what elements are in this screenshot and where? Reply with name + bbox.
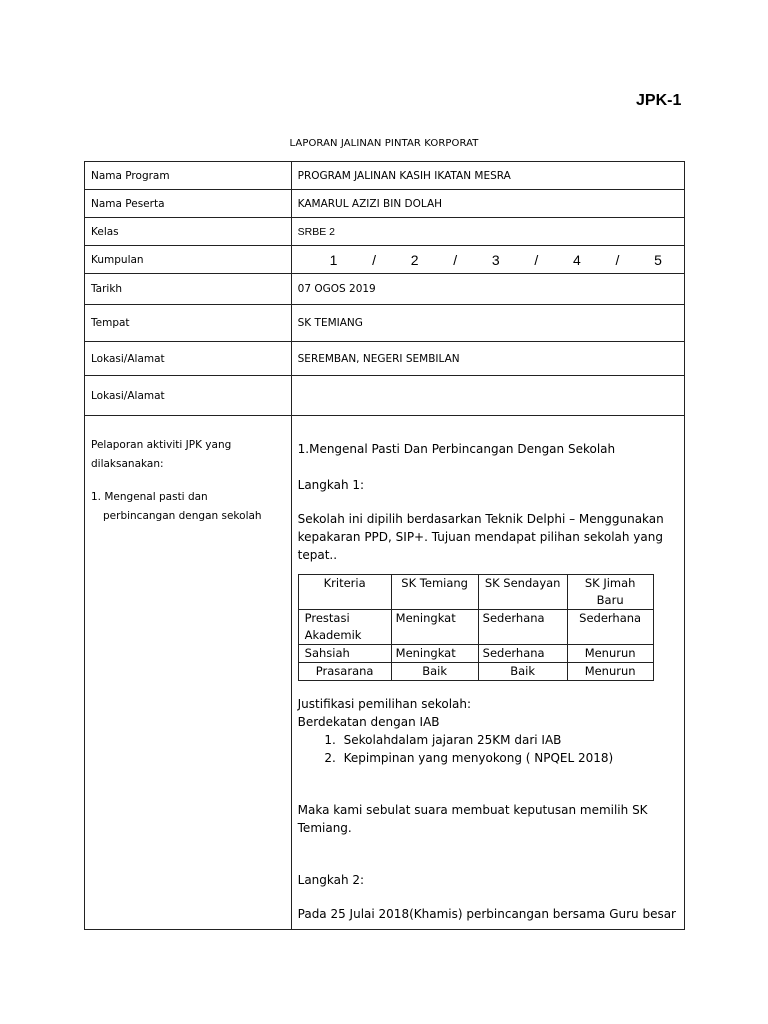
table-row (85, 274, 685, 305)
criteria-cell: Menurun (567, 663, 653, 681)
justification-title: Justifikasi pemilihan sekolah: (297, 697, 472, 711)
kumpulan-option: 3 (491, 251, 500, 268)
row-label: Lokasi/Alamat (85, 376, 292, 416)
kumpulan-option: 1 (329, 251, 338, 268)
criteria-cell: Sederhana (478, 645, 567, 663)
list-item: 2. Kepimpinan yang menyokong ( NPQEL 2018) (340, 749, 676, 767)
table-row (85, 342, 685, 376)
criteria-cell: Meningkat (391, 610, 478, 645)
row-value: SK TEMIANG (291, 305, 684, 342)
activity-item-cont: perbincangan dengan sekolah (103, 510, 262, 522)
kumpulan-option: 2 (410, 251, 419, 268)
justification-subtitle: Berdekatan dengan IAB (297, 715, 440, 729)
list-item: 1. Sekolahdalam jajaran 25KM dari IAB (340, 731, 676, 749)
criteria-col-header: SK Sendayan (478, 575, 567, 610)
activity-summary (85, 416, 292, 930)
criteria-col-header: Kriteria (298, 575, 391, 610)
activity-item: 1. Mengenal pasti dan (91, 491, 208, 503)
criteria-row (298, 645, 653, 663)
row-label: Nama Program (85, 162, 292, 190)
table-row (85, 416, 685, 930)
step-2-label: Langkah 2: (297, 873, 365, 887)
row-label: Kumpulan (85, 246, 292, 274)
table-row (85, 246, 685, 274)
criteria-cell: Baik (391, 663, 478, 681)
criteria-cell: Sederhana (567, 610, 653, 645)
decision-paragraph: Maka kami sebulat suara membuat keputusan memilih SK Temiang. (297, 803, 648, 835)
criteria-cell: Prestasi Akademik (298, 610, 391, 645)
criteria-cell: Baik (478, 663, 567, 681)
criteria-row (298, 610, 653, 645)
table-row (85, 190, 685, 218)
criteria-table (298, 574, 654, 681)
criteria-cell: Menurun (567, 645, 653, 663)
criteria-cell: Sederhana (478, 610, 567, 645)
criteria-cell: Meningkat (391, 645, 478, 663)
row-label: Tarikh (85, 274, 292, 305)
section-heading: 1.Mengenal Pasti Dan Perbincangan Dengan Sekolah (297, 442, 616, 456)
activity-details (291, 416, 684, 930)
criteria-cell: Sahsiah (298, 645, 391, 663)
criteria-cell: Prasarana (298, 663, 391, 681)
table-row (85, 376, 685, 416)
kumpulan-separator: / (372, 251, 377, 268)
row-label: Nama Peserta (85, 190, 292, 218)
row-value: PROGRAM JALINAN KASIH IKATAN MESRA (291, 162, 684, 190)
row-label: Tempat (85, 305, 292, 342)
kumpulan-separator: / (453, 251, 458, 268)
activity-intro: Pelaporan aktiviti JPK yang dilaksanakan: (91, 439, 232, 470)
document-title: LAPORAN JALINAN PINTAR KORPORAT (289, 138, 479, 149)
table-row (85, 162, 685, 190)
kumpulan-option: 5 (654, 251, 662, 268)
step-1-paragraph: Sekolah ini dipilih berdasarkan Teknik Delphi – Menggunakan kepakaran PPD, SIP+. Tujuan mendapat pilihan sekolah yang tepat.. (297, 512, 664, 562)
table-row (85, 305, 685, 342)
row-label: Kelas (85, 218, 292, 246)
row-value (291, 376, 684, 416)
kumpulan-options (291, 246, 684, 274)
kumpulan-separator: / (534, 251, 539, 268)
table-row (85, 218, 685, 246)
step-2-paragraph: Pada 25 Julai 2018(Khamis) perbincangan bersama Guru besar (297, 907, 676, 921)
row-value: 07 OGOS 2019 (291, 274, 684, 305)
row-value: SEREMBAN, NEGERI SEMBILAN (291, 342, 684, 376)
criteria-col-header: SK Temiang (391, 575, 478, 610)
step-1-label: Langkah 1: (297, 478, 365, 492)
justification-list (298, 731, 676, 767)
row-value: KAMARUL AZIZI BIN DOLAH (291, 190, 684, 218)
criteria-col-header: SK Jimah Baru (567, 575, 653, 610)
kumpulan-option: 4 (573, 251, 581, 268)
document-code: JPK-1 (636, 92, 682, 109)
row-label: Lokasi/Alamat (85, 342, 292, 376)
row-value: SRBE 2 (291, 218, 684, 246)
criteria-header (298, 575, 653, 610)
kumpulan-separator: / (615, 251, 620, 268)
report-table (84, 161, 685, 930)
criteria-row (298, 663, 653, 681)
